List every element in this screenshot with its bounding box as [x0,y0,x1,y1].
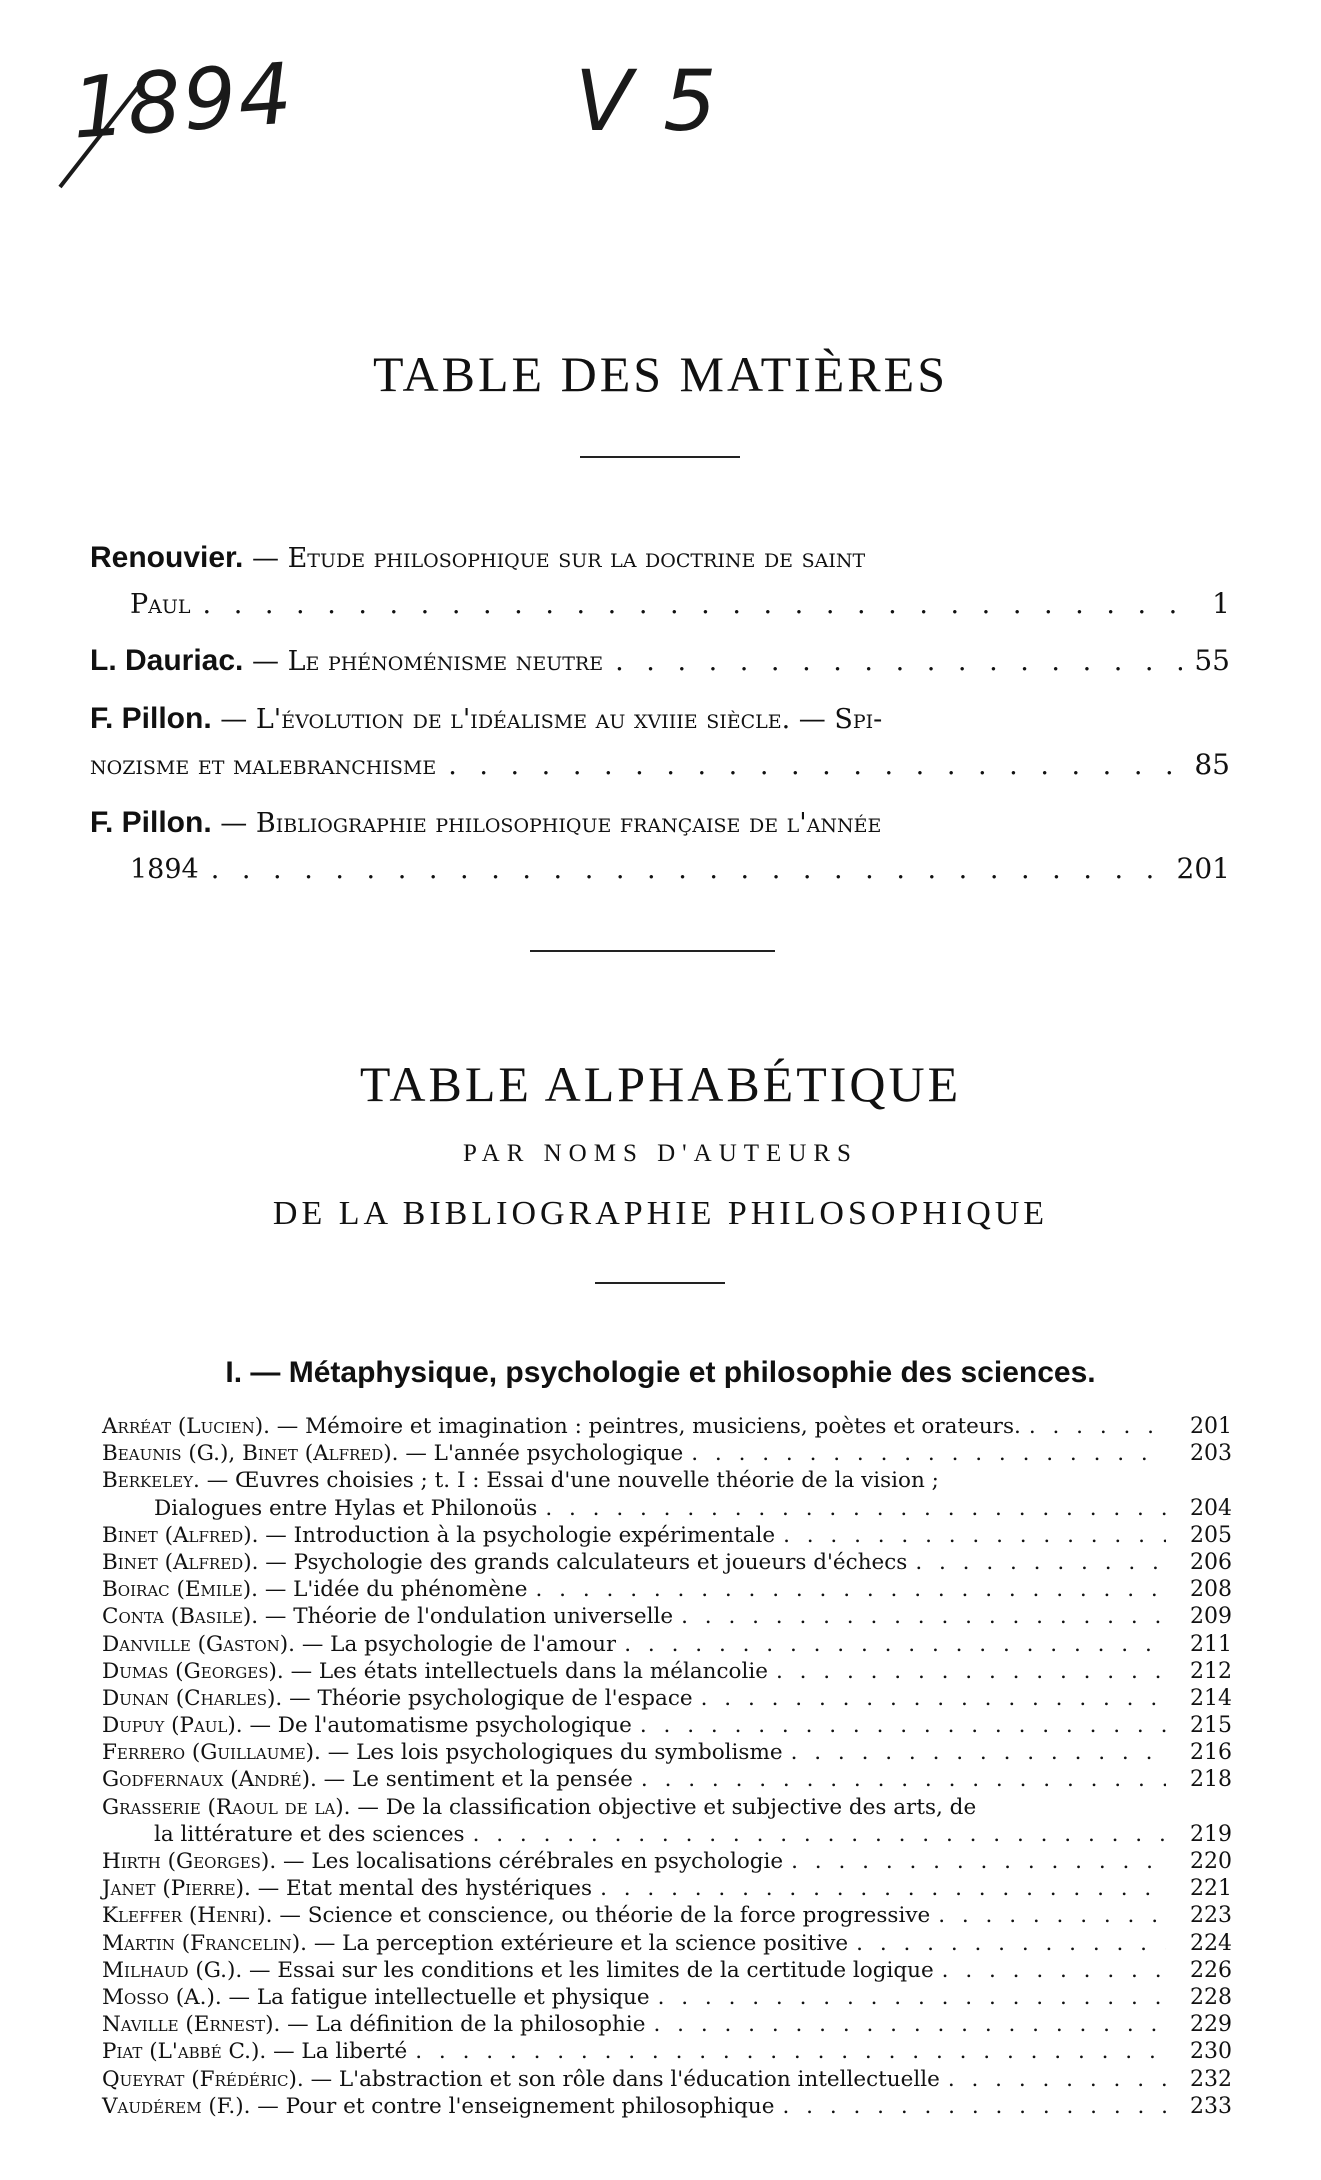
leader-dots [1029,1413,1166,1440]
toc-author: F. Pillon. [90,806,212,839]
leader-dots [791,1739,1166,1766]
toc-author: Renouvier. [90,541,244,574]
entry-page: 224 [1190,1930,1232,1956]
entry-page: 206 [1190,1549,1232,1575]
toc-entry [90,696,1230,788]
leader-dots [681,1603,1166,1630]
leader-dots [211,848,1165,892]
entry-author: Martin (Francelin). [102,1930,307,1956]
entry-author: Ferrero (Guillaume). [102,1740,321,1766]
entry-title: — Les localisations cérébrales en psychologie [283,1849,784,1874]
entry-title: — Etat mental des hystériques [257,1876,593,1902]
section-title: I. — Métaphysique, psychologie et philosophie des sciences. [225,1356,1096,1389]
bibliography-entry [102,1413,1232,1440]
leader-dots [691,1440,1166,1467]
bibliography-entry [102,1603,1232,1630]
entry-page: 220 [1190,1849,1232,1874]
toc-entry [90,535,1230,627]
entry-title: — De l'automatisme psychologique [249,1713,632,1739]
leader-dots [448,744,1182,788]
entry-author: Kleffer (Henri). [102,1903,273,1929]
entry-title: — Théorie de l'ondulation universelle [264,1604,674,1630]
entry-page: 201 [1190,1414,1232,1439]
entry-author: Dunan (Charles). [102,1685,283,1711]
leader-dots [938,1902,1166,1929]
entry-page: 215 [1190,1713,1232,1739]
leader-dots [701,1685,1166,1712]
leader-dots [776,1658,1166,1685]
toc-page: 1 [1212,587,1230,620]
bibliography-entry [102,1739,1232,1766]
entry-title: — Science et conscience, ou théorie de la force progressive [279,1903,931,1929]
leader-dots [600,1875,1166,1902]
entry-title: — L'idée du phénomène [264,1577,528,1603]
bibliography-list [102,1413,1232,2120]
handwritten-volume: V 5 [575,52,719,150]
entry-author: Beaunis (G.), Binet (Alfred). [102,1441,399,1467]
bibliography-entry [102,2066,1232,2093]
entry-title: — L'année psychologique [405,1441,684,1467]
bibliography-entry [102,1549,1232,1576]
entry-author: Godfernaux (André). [102,1767,317,1793]
entry-page: 230 [1190,2039,1232,2065]
bibliography-entry [102,1658,1232,1685]
entry-title: — La fatigue intellectuelle et physique [228,1984,650,2010]
entry-title: — De la classification objective et subjective des arts, de [357,1794,977,1820]
leader-dots [640,1712,1166,1739]
leader-dots [791,1848,1166,1875]
entry-title: — La perception extérieure et la science positive [313,1930,849,1956]
toc-title: TABLE DES MATIÈRES [373,346,948,402]
bibliography-entry [102,1576,1232,1603]
divider [580,456,740,458]
toc-title-text: — Bibliographie philosophique française de l'année [220,808,882,839]
bibliography-entry [102,1685,1232,1712]
entry-author: Binet (Alfred). [102,1522,259,1548]
toc-entry [90,800,1230,892]
entry-page: 229 [1190,2012,1232,2038]
entry-title: — Théorie psychologique de l'espace [289,1685,693,1711]
entry-title: — Introduction à la psychologie expérimentale [265,1522,776,1548]
leader-dots [473,1821,1166,1848]
leader-dots [782,2093,1166,2120]
entry-title: — Œuvres choisies ; t. I : Essai d'une nouvelle théorie de la vision ; [206,1468,939,1494]
entry-author: Queyrat (Frédéric). [102,2066,304,2092]
leader-dots [203,583,1201,627]
entry-continuation: Dialogues entre Hylas et Philonoüs [154,1495,538,1521]
toc-author: L. Dauriac. [90,644,244,677]
entry-page: 208 [1190,1577,1232,1603]
entry-author: Dumas (Georges). [102,1658,284,1684]
entry-title: — La psychologie de l'amour [301,1631,617,1657]
toc-continuation: nozisme et malebranchisme [90,750,437,781]
entry-author: Hirth (Georges). [102,1849,277,1874]
entry-title: — Le sentiment et la pensée [323,1767,633,1793]
bibliography-entry [102,2038,1232,2065]
entry-continuation: la littérature et des sciences [154,1821,465,1847]
entry-author: Boirac (Emile). [102,1577,258,1603]
entry-author: Mosso (A.). [102,1984,222,2010]
entry-title: — Mémoire et imagination : peintres, musiciens, poètes et orateurs. [276,1414,1021,1439]
entry-title: — La liberté [273,2039,408,2065]
entry-page: 204 [1190,1495,1232,1521]
entry-page: 205 [1190,1522,1232,1548]
entry-page: 219 [1190,1821,1232,1847]
entry-title: — Pour et contre l'enseignement philosophique [257,2093,775,2119]
leader-dots [658,1984,1166,2011]
bibliography-entry [102,1875,1232,1902]
divider [595,1282,725,1284]
bibliography-entry [102,1930,1232,1957]
leader-dots [536,1576,1166,1603]
entry-author: Milhaud (G.). [102,1957,243,1983]
toc-list [90,535,1230,904]
bibliography-entry [102,1440,1232,1467]
bibliography-entry [102,1766,1232,1793]
leader-dots [641,1766,1166,1793]
alpha-subtitle: PAR NOMS D'AUTEURS [463,1140,858,1167]
entry-title: — Les états intellectuels dans la mélancolie [290,1658,768,1684]
bibliography-entry [102,1902,1232,1929]
leader-dots [415,2038,1166,2065]
entry-author: Binet (Alfred). [102,1549,259,1575]
leader-dots [942,1957,1166,1984]
leader-dots [653,2011,1166,2038]
entry-page: 228 [1190,1984,1232,2010]
bibliography-entry [102,2011,1232,2038]
bibliography-entry [102,1522,1232,1549]
alpha-subtitle: DE LA BIBLIOGRAPHIE PHILOSOPHIQUE [272,1195,1049,1232]
leader-dots [545,1495,1166,1522]
entry-page: 226 [1190,1957,1232,1983]
entry-title: — Les lois psychologiques du symbolisme [327,1740,783,1766]
entry-author: Grasserie (Raoul de la). [102,1794,351,1820]
entry-page: 211 [1190,1631,1232,1657]
entry-author: Naville (Ernest). [102,2012,281,2038]
toc-author: F. Pillon. [90,702,212,735]
entry-author: Vaudérem (F.). [102,2093,251,2119]
entry-author: Piat (L'abbé C.). [102,2039,267,2065]
entry-page: 221 [1190,1876,1232,1902]
toc-page: 55 [1194,644,1230,677]
bibliography-entry [102,1467,1232,1521]
entry-author: Arréat (Lucien). [102,1414,270,1439]
toc-title-text: — L'évolution de l'idéalisme au xviiie siècle. — Spi- [220,704,883,735]
bibliography-entry [102,2093,1232,2120]
entry-page: 212 [1190,1658,1232,1684]
entry-title: — Essai sur les conditions et les limites de la certitude logique [249,1957,934,1983]
entry-author: Conta (Basile). [102,1604,259,1630]
leader-dots [624,1631,1166,1658]
divider [530,950,775,952]
toc-continuation: 1894 [130,854,199,885]
entry-page: 218 [1190,1767,1232,1793]
leader-dots [915,1549,1166,1576]
bibliography-entry [102,1712,1232,1739]
entry-title: — La définition de la philosophie [287,2012,646,2038]
bibliography-entry [102,1631,1232,1658]
toc-continuation: Paul [130,589,191,620]
toc-title-text: — Etude philosophique sur la doctrine de saint [251,543,866,574]
entry-page: 203 [1190,1441,1232,1467]
leader-dots [948,2066,1166,2093]
entry-page: 214 [1190,1685,1232,1711]
entry-page: 233 [1190,2093,1232,2119]
entry-author: Danville (Gaston). [102,1631,295,1657]
entry-author: Dupuy (Paul). [102,1713,243,1739]
bibliography-entry [102,1984,1232,2011]
alpha-title: TABLE ALPHABÉTIQUE [359,1056,962,1112]
entry-author: Janet (Pierre). [102,1876,251,1902]
entry-page: 232 [1190,2066,1232,2092]
entry-page: 209 [1190,1604,1232,1630]
handwritten-year: 1894 [68,44,297,158]
leader-dots [856,1930,1166,1957]
bibliography-entry [102,1794,1232,1848]
leader-dots [615,640,1182,684]
bibliography-entry [102,1957,1232,1984]
leader-dots [783,1522,1166,1549]
entry-page: 216 [1190,1740,1232,1766]
toc-title-text: — Le phénoménisme neutre [251,646,604,677]
entry-title: — Psychologie des grands calculateurs et joueurs d'échecs [265,1549,908,1575]
entry-page: 223 [1190,1903,1232,1929]
toc-page: 85 [1194,748,1230,781]
bibliography-entry [102,1848,1232,1875]
entry-author: Berkeley. [102,1468,200,1494]
toc-page: 201 [1176,852,1230,885]
toc-entry [90,639,1230,684]
entry-title: — L'abstraction et son rôle dans l'éducation intellectuelle [310,2066,940,2092]
